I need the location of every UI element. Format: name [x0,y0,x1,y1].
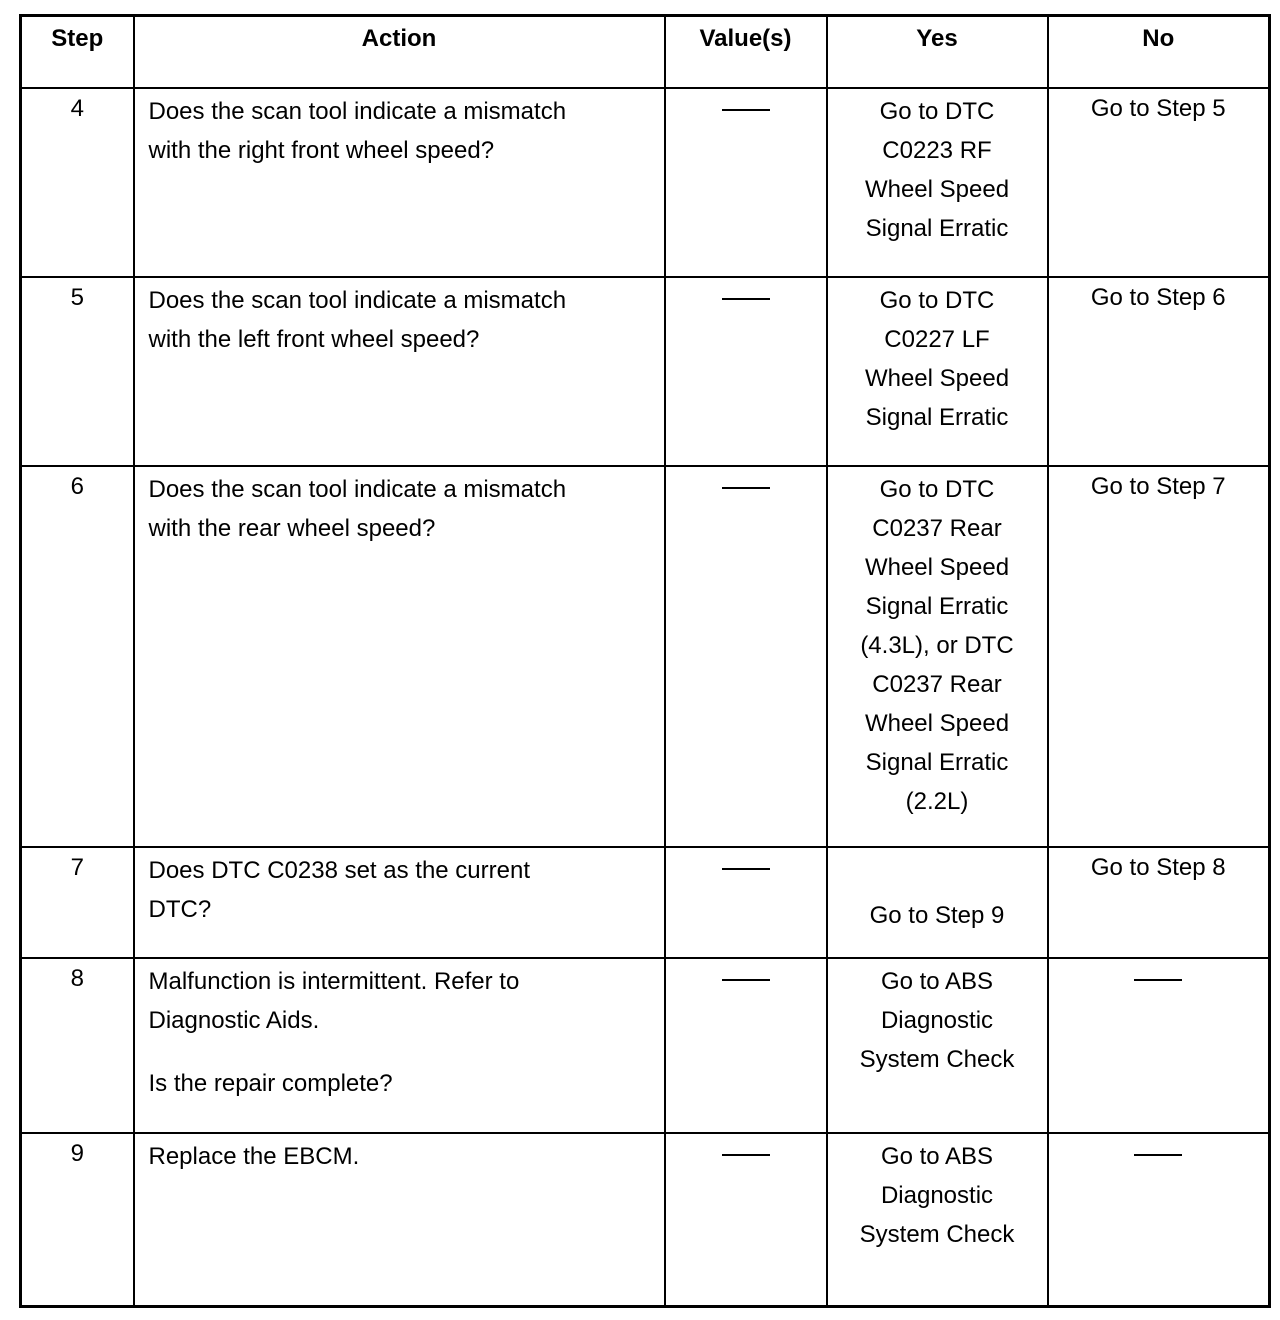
action-text [149,959,652,1040]
yes-text [828,1134,1047,1254]
action-line: Does the scan tool indicate a mismatch [148,98,567,125]
yes-cell [827,958,1048,1133]
yes-line: C0237 Rear [872,671,1002,698]
action-line: with the left front wheel speed? [148,326,480,353]
table-row [21,1133,1270,1306]
action-line: Diagnostic Aids. [148,1007,320,1034]
no-cell [1048,847,1270,958]
yes-line: Wheel Speed [864,176,1010,203]
no-cell [1048,88,1270,277]
value-dash [722,979,770,981]
no-text: Go to Step 7 [1090,473,1226,500]
table-row [21,466,1270,847]
yes-line: Signal Erratic [865,749,1009,776]
yes-text [828,278,1047,437]
no-cell [1048,1133,1270,1306]
no-cell [1048,277,1270,466]
yes-line: Signal Erratic [865,215,1009,242]
yes-line: C0237 Rear [872,515,1002,542]
action-line: with the right front wheel speed? [148,137,495,164]
table-row [21,958,1270,1133]
action-line: Does the scan tool indicate a mismatch [148,476,567,503]
yes-line: Diagnostic [880,1007,994,1034]
action-question: Is the repair complete? [148,1070,393,1097]
yes-line: (4.3L), or DTC [860,632,1014,659]
step-cell: 8 [21,958,134,1133]
yes-line: Go to DTC [879,476,995,503]
no-text: Go to Step 8 [1090,854,1226,881]
yes-line: (2.2L) [905,788,969,815]
value-dash [722,487,770,489]
yes-line: Signal Erratic [865,593,1009,620]
table-row [21,847,1270,958]
action-cell [134,958,665,1133]
yes-line: Wheel Speed [864,710,1010,737]
yes-cell [827,466,1048,847]
table-row [21,88,1270,277]
action-line: DTC? [148,896,212,923]
header-step: Step [21,16,134,89]
step-cell: 9 [21,1133,134,1306]
value-dash [722,868,770,870]
no-cell [1048,466,1270,847]
value-cell [665,88,827,277]
step-cell: 5 [21,277,134,466]
yes-line: System Check [859,1221,1015,1248]
step-cell: 4 [21,88,134,277]
yes-line: Wheel Speed [864,554,1010,581]
yes-text [828,467,1047,821]
header-yes: Yes [827,16,1048,89]
no-dash [1134,979,1182,981]
yes-line: C0227 LF [884,326,990,353]
yes-line: Go to DTC [879,287,995,314]
action-cell [134,277,665,466]
header-row [21,16,1270,89]
action-text [149,278,652,359]
header-values: Value(s) [665,16,827,89]
action-cell [134,847,665,958]
action-line: Does DTC C0238 set as the current [148,857,531,884]
action-cell [134,466,665,847]
diagnostic-table [19,14,1271,1308]
yes-line: Go to Step 9 [869,902,1005,929]
action-line: with the rear wheel speed? [148,515,436,542]
step-cell: 6 [21,466,134,847]
yes-line: Signal Erratic [865,404,1009,431]
header-no: No [1048,16,1270,89]
yes-line: Wheel Speed [864,365,1010,392]
yes-line: Diagnostic [880,1182,994,1209]
yes-line: Go to DTC [879,98,995,125]
action-line: Replace the EBCM. [148,1143,360,1170]
value-cell [665,277,827,466]
header-action: Action [134,16,665,89]
yes-cell [827,1133,1048,1306]
value-cell [665,847,827,958]
value-dash [722,298,770,300]
table-row [21,277,1270,466]
action-text [149,89,652,170]
value-cell [665,1133,827,1306]
yes-cell [827,277,1048,466]
yes-line: Go to ABS [880,968,994,995]
yes-line: C0223 RF [882,137,992,164]
yes-text [828,893,1047,957]
value-cell [665,958,827,1133]
yes-text [828,89,1047,248]
action-cell [134,1133,665,1306]
yes-cell [827,847,1048,958]
value-dash [722,1154,770,1156]
action-line: Does the scan tool indicate a mismatch [148,287,567,314]
value-cell [665,466,827,847]
no-cell [1048,958,1270,1133]
action-line: Malfunction is intermittent. Refer to [148,968,520,995]
action-cell [134,88,665,277]
yes-cell [827,88,1048,277]
yes-line: Go to ABS [880,1143,994,1170]
no-dash [1134,1154,1182,1156]
action-text [149,1134,652,1176]
no-text: Go to Step 5 [1090,95,1226,122]
yes-text [828,959,1047,1079]
action-text [149,848,652,929]
yes-line: System Check [859,1046,1015,1073]
action-text [149,467,652,548]
step-cell: 7 [21,847,134,958]
value-dash [722,109,770,111]
no-text: Go to Step 6 [1090,284,1226,311]
